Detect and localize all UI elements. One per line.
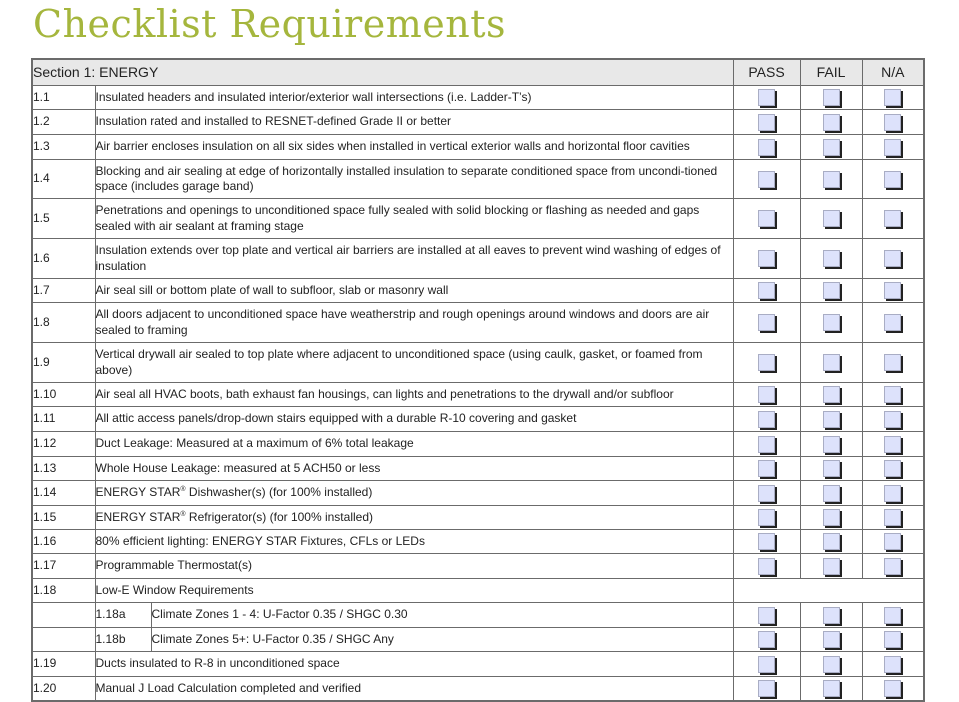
item-number: 1.3: [32, 135, 95, 160]
na-checkbox[interactable]: [884, 680, 901, 697]
pass-cell: [733, 677, 800, 701]
fail-cell: [800, 239, 862, 279]
item-description: 80% efficient lighting: ENERGY STAR Fixtures, CFLs or LEDs: [95, 530, 733, 554]
pass-cell: [733, 603, 800, 628]
fail-cell: [800, 160, 862, 199]
pass-cell: [733, 239, 800, 279]
pass-checkbox[interactable]: [758, 114, 775, 131]
na-checkbox[interactable]: [884, 139, 901, 156]
na-cell: [862, 343, 924, 383]
na-checkbox[interactable]: [884, 411, 901, 428]
pass-cell: [733, 652, 800, 677]
text: ENERGY STAR: [95, 485, 181, 500]
item-number: 1.19: [32, 652, 95, 677]
pass-cell: [733, 628, 800, 652]
item-number: 1.10: [32, 383, 95, 407]
pass-checkbox[interactable]: [758, 411, 775, 428]
fail-cell: [800, 407, 862, 432]
na-cell: [862, 110, 924, 135]
page-title: Checklist Requirements: [33, 2, 506, 46]
fail-checkbox[interactable]: [823, 354, 840, 371]
table-row: [32, 135, 924, 160]
item-description: Ducts insulated to R-8 in unconditioned space: [95, 652, 733, 677]
pass-checkbox[interactable]: [758, 680, 775, 697]
pass-cell: [733, 199, 800, 239]
fail-checkbox[interactable]: [823, 680, 840, 697]
item-description: Vertical drywall air sealed to top plate where adjacent to unconditioned space (using caulk, gasket, or foamed from above): [95, 343, 733, 383]
na-cell: [862, 86, 924, 110]
item-description: Air seal all HVAC boots, bath exhaust fan housings, can lights and penetrations to the drywall and/or subfloor: [95, 383, 733, 407]
na-cell: [862, 506, 924, 530]
na-checkbox[interactable]: [884, 485, 901, 502]
fail-cell: [800, 530, 862, 554]
na-cell: [862, 279, 924, 303]
pass-cell: [733, 530, 800, 554]
pass-checkbox[interactable]: [758, 656, 775, 673]
pass-checkbox[interactable]: [758, 89, 775, 106]
fail-cell: [800, 481, 862, 506]
table-row: [32, 110, 924, 135]
fail-checkbox[interactable]: [823, 460, 840, 477]
pass-cell: [733, 160, 800, 199]
text: Refrigerator(s) (for 100% installed): [185, 509, 373, 524]
item-description: Insulation extends over top plate and vertical air barriers are installed at all eaves to prevent wind washing of edges of insulation: [95, 239, 733, 279]
item-description: Air seal sill or bottom plate of wall to subfloor, slab or masonry wall: [95, 279, 733, 303]
pass-cell: [733, 554, 800, 579]
pass-checkbox[interactable]: [758, 314, 775, 331]
pass-cell: [733, 432, 800, 457]
fail-checkbox[interactable]: [823, 114, 840, 131]
item-description: Low-E Window Requirements: [95, 579, 733, 603]
empty-cell: [733, 579, 924, 603]
table-row: [32, 677, 924, 701]
fail-checkbox[interactable]: [823, 139, 840, 156]
pass-cell: [733, 481, 800, 506]
na-column-header: N/A: [862, 59, 924, 86]
fail-checkbox[interactable]: [823, 282, 840, 299]
fail-checkbox[interactable]: [823, 533, 840, 550]
fail-checkbox[interactable]: [823, 411, 840, 428]
pass-checkbox[interactable]: [758, 631, 775, 648]
empty-cell: [32, 628, 95, 652]
pass-checkbox[interactable]: [758, 250, 775, 267]
item-number: 1.7: [32, 279, 95, 303]
na-cell: [862, 628, 924, 652]
na-cell: [862, 530, 924, 554]
table-row: [32, 343, 924, 383]
item-number: 1.11: [32, 407, 95, 432]
na-checkbox[interactable]: [884, 114, 901, 131]
na-checkbox[interactable]: [884, 607, 901, 624]
na-checkbox[interactable]: [884, 386, 901, 403]
pass-checkbox[interactable]: [758, 210, 775, 227]
item-number: 1.18: [32, 579, 95, 603]
fail-cell: [800, 86, 862, 110]
registered-mark: ®: [180, 486, 186, 494]
pass-cell: [733, 279, 800, 303]
pass-checkbox[interactable]: [758, 607, 775, 624]
pass-cell: [733, 135, 800, 160]
fail-checkbox[interactable]: [823, 89, 840, 106]
item-number: 1.4: [32, 160, 95, 199]
na-cell: [862, 432, 924, 457]
header-row: [32, 59, 924, 86]
na-cell: [862, 652, 924, 677]
pass-cell: [733, 506, 800, 530]
item-description: Penetrations and openings to unconditioned space fully sealed with solid blocking or flashing as needed and gaps sealed with air sealant at framing stage: [95, 199, 733, 239]
item-description: Duct Leakage: Measured at a maximum of 6% total leakage: [95, 432, 733, 457]
fail-cell: [800, 603, 862, 628]
fail-checkbox[interactable]: [823, 558, 840, 575]
item-description: Air barrier encloses insulation on all six sides when installed in vertical exterior walls and horizontal floor cavities: [95, 135, 733, 160]
table-row: [32, 383, 924, 407]
na-checkbox[interactable]: [884, 533, 901, 550]
fail-checkbox[interactable]: [823, 509, 840, 526]
fail-cell: [800, 677, 862, 701]
na-checkbox[interactable]: [884, 282, 901, 299]
fail-cell: [800, 383, 862, 407]
table-row: [32, 506, 924, 530]
fail-cell: [800, 432, 862, 457]
table-row: [32, 279, 924, 303]
pass-cell: [733, 343, 800, 383]
energy-checklist-table: [31, 58, 925, 702]
item-number: 1.8: [32, 303, 95, 343]
table-row: [32, 160, 924, 199]
pass-checkbox[interactable]: [758, 558, 775, 575]
pass-cell: [733, 86, 800, 110]
item-description: Blocking and air sealing at edge of horizontally installed insulation to separate conditioned space from uncondi-tioned space (includes garage band): [95, 160, 733, 199]
pass-checkbox[interactable]: [758, 533, 775, 550]
pass-checkbox[interactable]: [758, 139, 775, 156]
na-checkbox[interactable]: [884, 314, 901, 331]
fail-checkbox[interactable]: [823, 210, 840, 227]
fail-checkbox[interactable]: [823, 250, 840, 267]
fail-checkbox[interactable]: [823, 607, 840, 624]
fail-checkbox[interactable]: [823, 436, 840, 453]
fail-checkbox[interactable]: [823, 631, 840, 648]
na-cell: [862, 383, 924, 407]
na-cell: [862, 481, 924, 506]
pass-checkbox[interactable]: [758, 509, 775, 526]
na-checkbox[interactable]: [884, 436, 901, 453]
na-cell: [862, 603, 924, 628]
table-row: [32, 652, 924, 677]
item-number: 1.12: [32, 432, 95, 457]
fail-cell: [800, 554, 862, 579]
pass-checkbox[interactable]: [758, 485, 775, 502]
item-number: 1.15: [32, 506, 95, 530]
item-description: Programmable Thermostat(s): [95, 554, 733, 579]
table-row: [32, 432, 924, 457]
na-cell: [862, 160, 924, 199]
item-number: 1.1: [32, 86, 95, 110]
na-cell: [862, 135, 924, 160]
pass-checkbox[interactable]: [758, 354, 775, 371]
item-description: [95, 481, 733, 506]
item-description: Climate Zones 5+: U-Factor 0.35 / SHGC Any: [151, 628, 733, 652]
na-cell: [862, 407, 924, 432]
empty-cell: [32, 603, 95, 628]
table-row: [32, 86, 924, 110]
table-row: [32, 457, 924, 481]
item-number: 1.16: [32, 530, 95, 554]
fail-checkbox[interactable]: [823, 485, 840, 502]
na-checkbox[interactable]: [884, 210, 901, 227]
fail-cell: [800, 652, 862, 677]
na-checkbox[interactable]: [884, 89, 901, 106]
fail-checkbox[interactable]: [823, 656, 840, 673]
pass-checkbox[interactable]: [758, 436, 775, 453]
item-description: All attic access panels/drop-down stairs equipped with a durable R-10 covering and gasket: [95, 407, 733, 432]
text: Dishwasher(s) (for 100% installed): [185, 485, 373, 500]
na-checkbox[interactable]: [884, 354, 901, 371]
item-description: Manual J Load Calculation completed and verified: [95, 677, 733, 701]
table-row: [32, 579, 924, 603]
na-cell: [862, 239, 924, 279]
fail-checkbox[interactable]: [823, 171, 840, 188]
table-row: [32, 303, 924, 343]
na-cell: [862, 199, 924, 239]
na-checkbox[interactable]: [884, 631, 901, 648]
na-checkbox[interactable]: [884, 656, 901, 673]
item-description: Insulated headers and insulated interior/exterior wall intersections (i.e. Ladder-T’s): [95, 86, 733, 110]
item-number: 1.14: [32, 481, 95, 506]
na-cell: [862, 303, 924, 343]
fail-cell: [800, 199, 862, 239]
pass-cell: [733, 407, 800, 432]
table-row: [32, 554, 924, 579]
table-row: [32, 603, 924, 628]
pass-cell: [733, 110, 800, 135]
item-description: [95, 506, 733, 530]
table-row: [32, 481, 924, 506]
pass-cell: [733, 303, 800, 343]
fail-cell: [800, 135, 862, 160]
fail-cell: [800, 303, 862, 343]
fail-cell: [800, 110, 862, 135]
item-number: 1.9: [32, 343, 95, 383]
fail-cell: [800, 506, 862, 530]
item-description: Climate Zones 1 - 4: U-Factor 0.35 / SHGC 0.30: [151, 603, 733, 628]
item-description: Whole House Leakage: measured at 5 ACH50 or less: [95, 457, 733, 481]
pass-checkbox[interactable]: [758, 386, 775, 403]
fail-cell: [800, 279, 862, 303]
item-number: 1.17: [32, 554, 95, 579]
fail-checkbox[interactable]: [823, 314, 840, 331]
registered-mark: ®: [180, 510, 186, 518]
fail-column-header: FAIL: [800, 59, 862, 86]
na-checkbox[interactable]: [884, 558, 901, 575]
na-checkbox[interactable]: [884, 171, 901, 188]
item-number: 1.13: [32, 457, 95, 481]
table-row: [32, 199, 924, 239]
item-description: Insulation rated and installed to RESNET-defined Grade II or better: [95, 110, 733, 135]
pass-checkbox[interactable]: [758, 460, 775, 477]
table-row: [32, 239, 924, 279]
table-row: [32, 530, 924, 554]
item-number: 1.2: [32, 110, 95, 135]
item-description: All doors adjacent to unconditioned space have weatherstrip and rough openings around windows and doors are air sealed to framing: [95, 303, 733, 343]
na-cell: [862, 457, 924, 481]
pass-checkbox[interactable]: [758, 282, 775, 299]
na-cell: [862, 554, 924, 579]
table-row: [32, 628, 924, 652]
fail-checkbox[interactable]: [823, 386, 840, 403]
item-number: 1.20: [32, 677, 95, 701]
item-number: 1.18b: [95, 628, 151, 652]
text: ENERGY STAR: [95, 509, 181, 524]
fail-cell: [800, 343, 862, 383]
pass-cell: [733, 457, 800, 481]
fail-cell: [800, 457, 862, 481]
table-row: [32, 407, 924, 432]
pass-cell: [733, 383, 800, 407]
na-checkbox[interactable]: [884, 250, 901, 267]
item-number: 1.18a: [95, 603, 151, 628]
fail-cell: [800, 628, 862, 652]
na-cell: [862, 677, 924, 701]
pass-checkbox[interactable]: [758, 171, 775, 188]
pass-column-header: PASS: [733, 59, 800, 86]
na-checkbox[interactable]: [884, 509, 901, 526]
section-header: Section 1: ENERGY: [32, 59, 733, 86]
item-number: 1.5: [32, 199, 95, 239]
item-number: 1.6: [32, 239, 95, 279]
na-checkbox[interactable]: [884, 460, 901, 477]
